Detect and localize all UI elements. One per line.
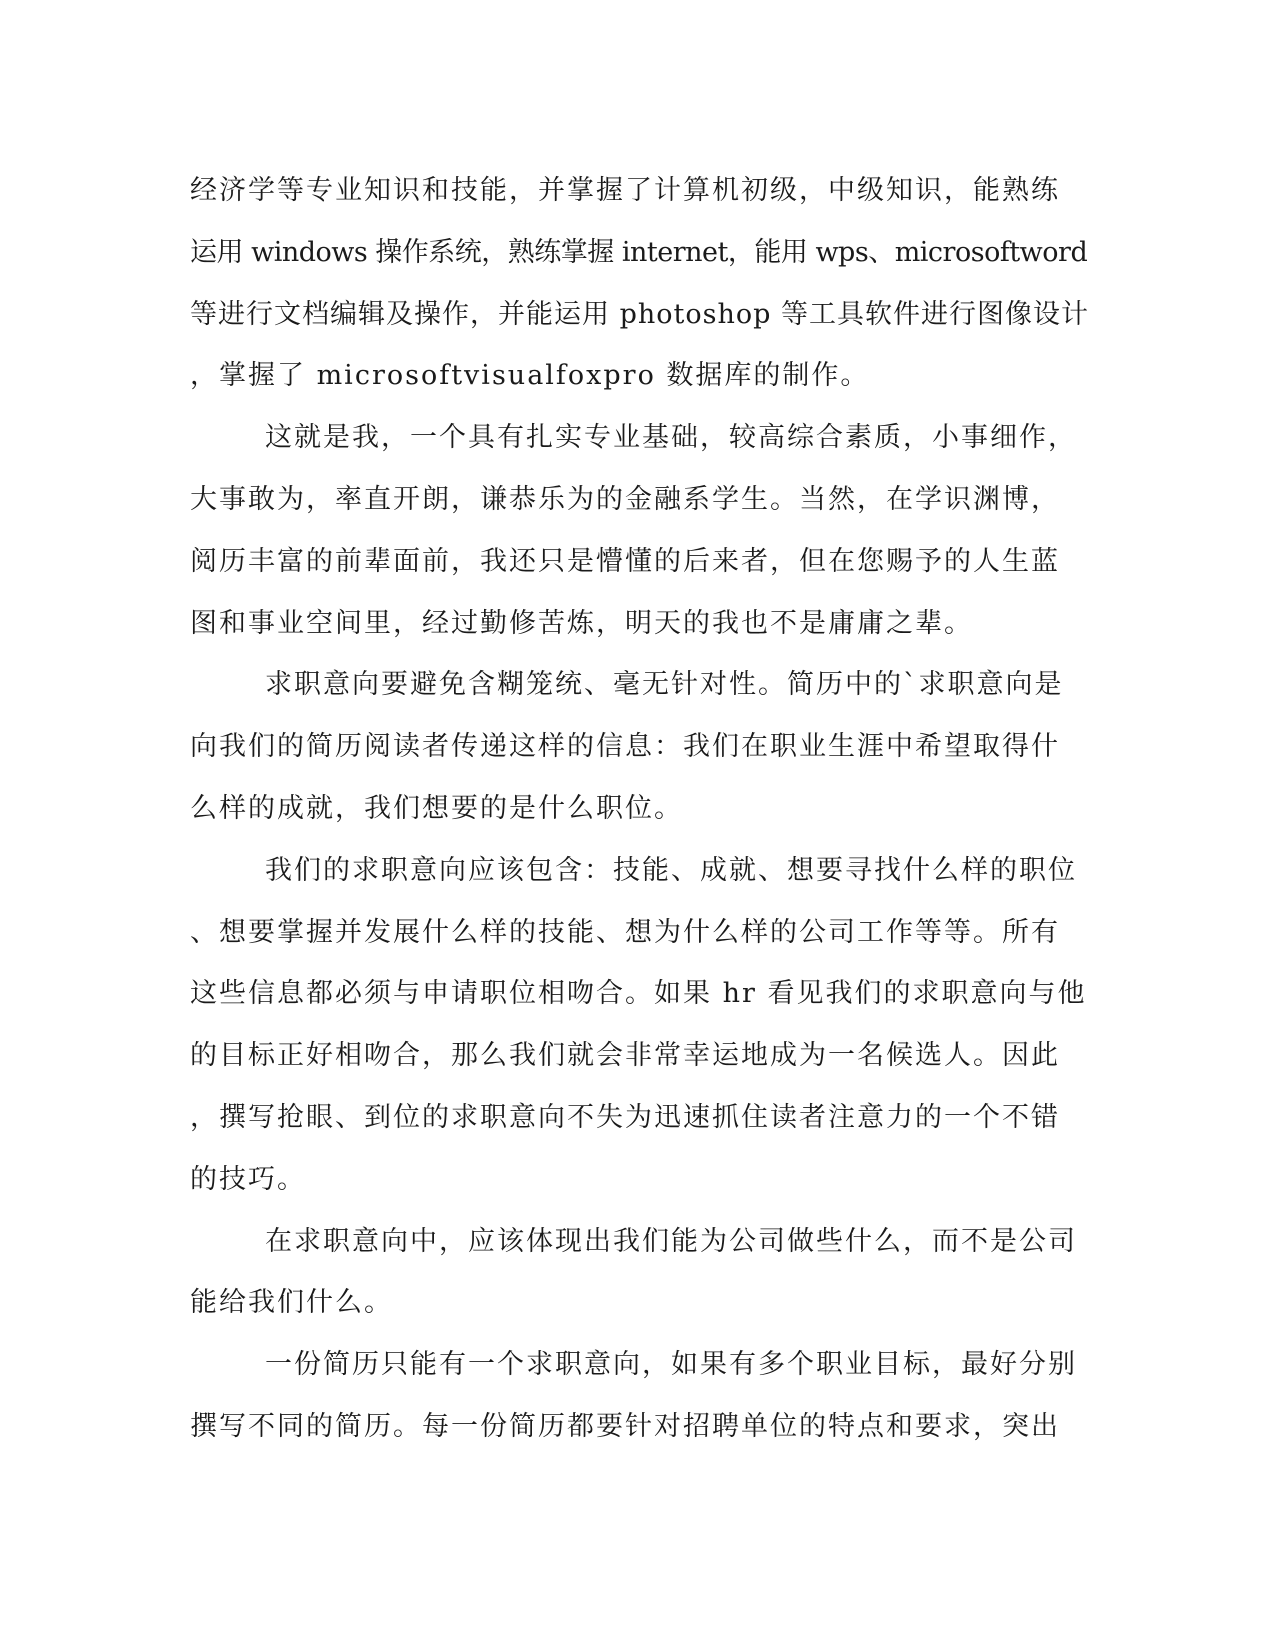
- text-line: 图和事业空间里，经过勤修苦炼，明天的我也不是庸庸之辈。: [190, 607, 973, 639]
- text-line: 阅历丰富的前辈面前，我还只是懵懂的后来者，但在您赐予的人生蓝: [190, 545, 1060, 577]
- text-line: 这就是我，一个具有扎实专业基础，较高综合素质，小事细作，: [265, 422, 1077, 454]
- text-line: 的目标正好相吻合，那么我们就会非常幸运地成为一名候选人。因此: [190, 1040, 1060, 1072]
- text-line: 一份简历只能有一个求职意向，如果有多个职业目标，最好分别: [265, 1349, 1077, 1381]
- text-line: 撰写不同的简历。每一份简历都要针对招聘单位的特点和要求，突出: [190, 1410, 1060, 1442]
- text-line: 我们的求职意向应该包含：技能、成就、想要寻找什么样的职位: [265, 854, 1077, 886]
- text-line: 这些信息都必须与申请职位相吻合。如果 hr 看见我们的求职意向与他: [190, 978, 1087, 1010]
- text-line: 等进行文档编辑及操作，并能运用 photoshop 等工具软件进行图像设计: [190, 298, 1089, 330]
- text-line: 、想要掌握并发展什么样的技能、想为什么样的公司工作等等。所有: [190, 916, 1060, 948]
- document-body: [190, 160, 1090, 1458]
- text-line: 经济学等专业知识和技能，并掌握了计算机初级，中级知识，能熟练: [190, 175, 1060, 206]
- text-line: 么样的成就，我们想要的是什么职位。: [190, 792, 683, 824]
- text-line: 求职意向要避免含糊笼统、毫无针对性。简历中的`求职意向是: [265, 669, 1064, 701]
- text-line: 在求职意向中，应该体现出我们能为公司做些什么，而不是公司: [265, 1225, 1077, 1257]
- text-line: 能给我们什么。: [190, 1287, 393, 1319]
- text-line: ，掌握了 microsoftvisualfoxpro 数据库的制作。: [190, 360, 870, 392]
- text-line: 向我们的简历阅读者传递这样的信息：我们在职业生涯中希望取得什: [190, 731, 1060, 763]
- text-line: 运用 windows 操作系统，熟练掌握 internet，能用 wps、microsoftword: [190, 236, 1088, 268]
- text-line: ，撰写抢眼、到位的求职意向不失为迅速抓住读者注意力的一个不错: [190, 1101, 1060, 1133]
- text-line: 大事敢为，率直开朗，谦恭乐为的金融系学生。当然，在学识渊博，: [190, 483, 1060, 515]
- text-line: 的技巧。: [190, 1163, 306, 1195]
